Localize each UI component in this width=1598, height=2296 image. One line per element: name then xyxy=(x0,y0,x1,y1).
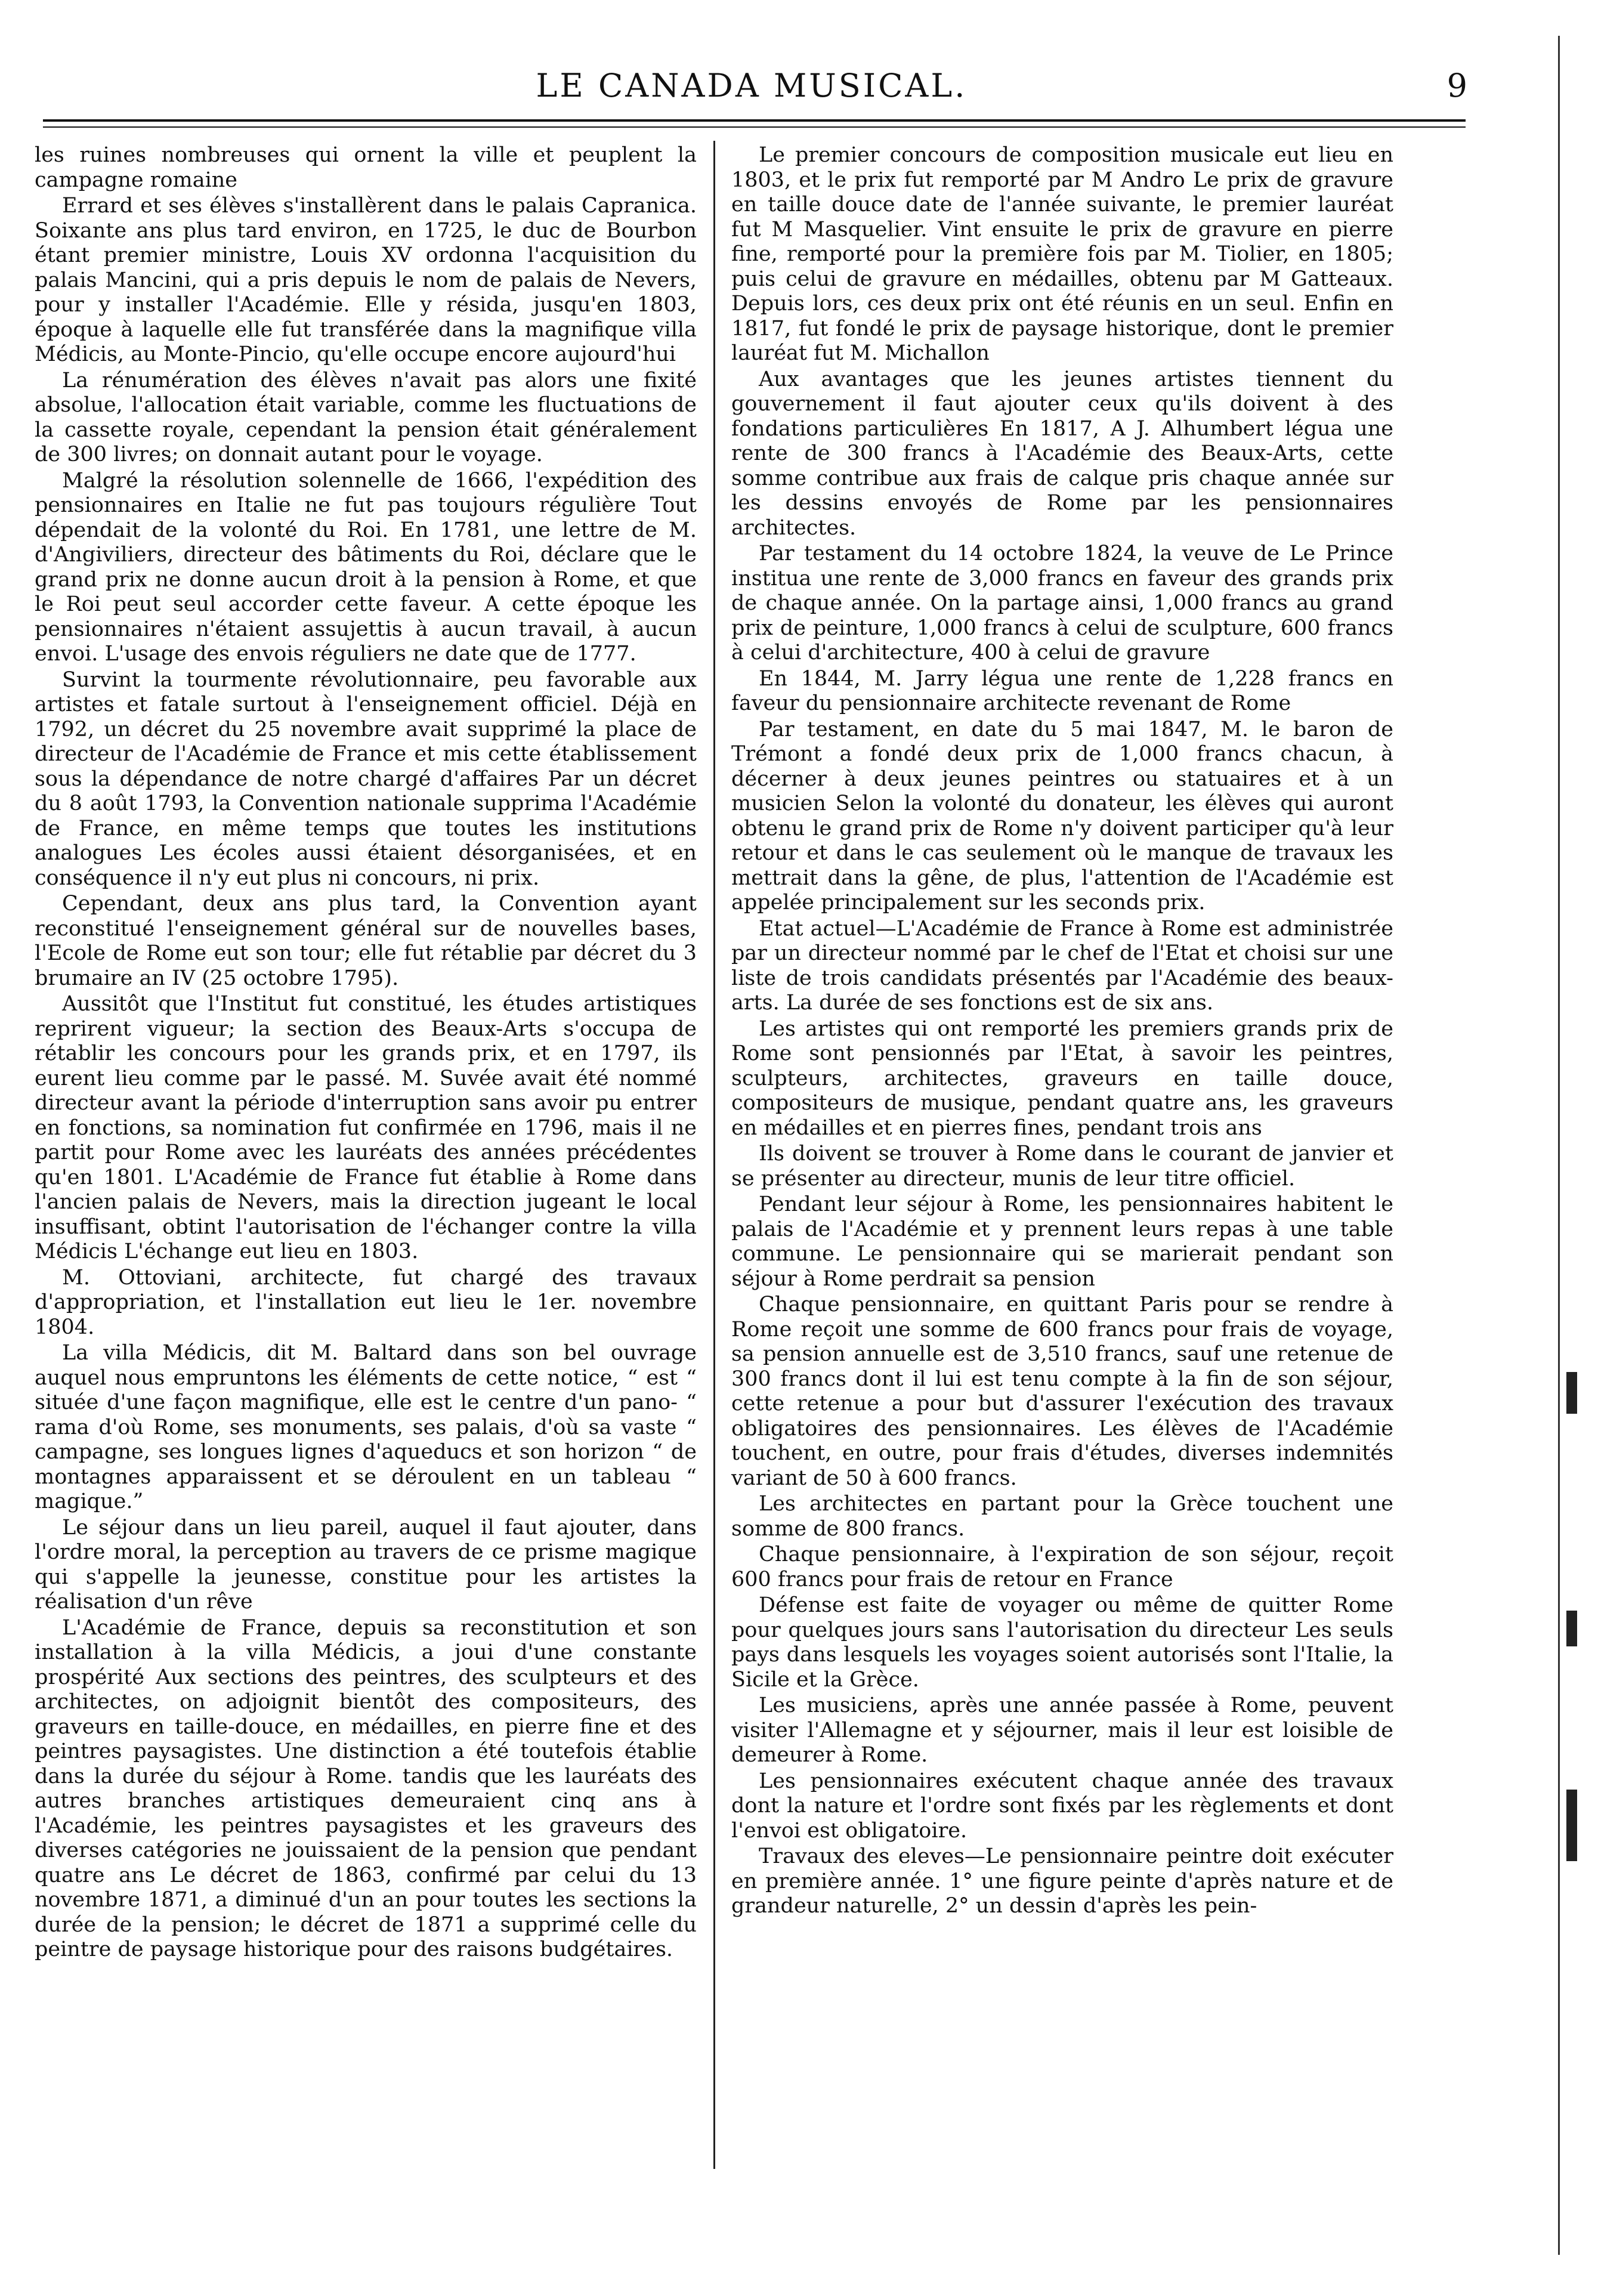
page-header xyxy=(36,67,1467,120)
paragraph: Défense est faite de voyager ou même de quitter Rome pour quelques jours sans l'autorisation du directeur Les seuls pays dans lesquels les voyages soient autorisés sont l'Italie, la Sicile et la Grèce. xyxy=(731,1593,1393,1692)
paragraph: Aux avantages que les jeunes artistes tiennent du gouvernement il faut ajouter ceux qu'ils doivent à des fondations particulières En 1817, A J. Alhumbert légua une rente de 300 francs à l'Académie des Beaux-Arts, cette somme contribue aux frais de calque pris chaque année sur les dessins envoyés de Rome par les pensionnaires architectes. xyxy=(731,367,1393,540)
paragraph: Ils doivent se trouver à Rome dans le courant de janvier et se présenter au directeur, munis de leur titre officiel. xyxy=(731,1142,1393,1191)
paragraph: Le premier concours de composition musicale eut lieu en 1803, et le prix fut remporté par M Andro Le prix de gravure en taille douce date de l'année suivante, le premier lauréat fut M Masquelier. Vint ensuite le prix de gravure en pierre fine, remporté pour la première fois par M. Tiolier, en 1805; puis celui de gravure en médailles, obtenu par M Gatteaux. Depuis lors, ces deux prix ont été réunis en un seul. Enfin en 1817, fut fondé le prix de paysage historique, dont le premier lauréat fut M. Michallon xyxy=(731,143,1393,365)
paragraph: Les artistes qui ont remporté les premiers grands prix de Rome sont pensionnés par l'Etat, à savoir les peintres, sculpteurs, architectes, graveurs en taille douce, compositeurs de musique, pendant quatre ans, les graveurs en médailles et en pierres fines, pendant trois ans xyxy=(731,1016,1393,1140)
paragraph: L'Académie de France, depuis sa reconstitution et son installation à la villa Médicis, a joui d'une constante prospérité Aux sections des peintres, des sculpteurs et des architectes, on adjoignit bientôt des compositeurs, des graveurs en taille-douce, en médailles, en pierre fine et des peintres paysagistes. Une distinction a été toutefois établie dans la durée du séjour à Rome. tandis que les lauréats des autres branches artistiques demeuraient cinq ans à l'Académie, les peintres paysagistes et les graveurs des diverses catégories ne jouissaient de la pension que pendant quatre ans Le décret de 1863, confirmé par celui du 13 novembre 1871, a diminué d'un an pour toutes les sections la durée de la pension; le décret de 1871 a supprimé celle du peintre de paysage historique pour des raisons budgétaires. xyxy=(35,1615,697,1961)
paragraph: Chaque pensionnaire, à l'expiration de son séjour, reçoit 600 francs pour frais de retour en France xyxy=(731,1543,1393,1592)
section-travaux-des-eleves: Travaux des eleves—Le pensionnaire peintre doit exécuter en première année. 1° une figure peinte d'après nature et de grandeur naturelle, 2° un dessin d'après les pein- xyxy=(731,1844,1393,1918)
paragraph: Malgré la résolution solennelle de 1666, l'expédition des pensionnaires en Italie ne fut pas toujours régulière Tout dépendait de la volonté du Roi. En 1781, une lettre de M. d'Angiviliers, directeur des bâtiments du Roi, déclare que le grand prix ne donne aucun droit à la pension à Rome, et que le Roi peut seul accorder cette faveur. A cette époque les pensionnaires n'étaient assujettis à aucun travail, à aucun envoi. L'usage des envois réguliers ne date que de 1777. xyxy=(35,468,697,666)
paragraph: Par testament du 14 octobre 1824, la veuve de Le Prince institua une rente de 3,000 francs en faveur des grands prix de chaque année. On la partage ainsi, 1,000 francs au grand prix de peinture, 1,000 francs à celui de sculpture, 600 francs à celui d'architecture, 400 à celui de gravure xyxy=(731,542,1393,665)
paragraph: M. Ottoviani, architecte, fut chargé des travaux d'appropriation, et l'installation eut lieu le 1er. novembre 1804. xyxy=(35,1265,697,1339)
paragraph: Cependant, deux ans plus tard, la Convention ayant reconstitué l'enseignement général sur de nouvelles bases, l'Ecole de Rome eut son tour; elle fut rétablie par décret du 3 brumaire an IV (25 octobre 1795). xyxy=(35,892,697,990)
paragraph: La villa Médicis, dit M. Baltard dans son bel ouvrage auquel nous empruntons les éléments de cette notice, “ est “ située d'une façon magnifique, elle est le centre d'un pano- “ rama d'où Rome, ses monuments, ses palais, d'où sa vaste “ campagne, ses longues lignes d'aqueducs et son horizon “ de montagnes apparaissent et se déroulent en un tableau “ magique.” xyxy=(35,1341,697,1513)
paragraph: Le séjour dans un lieu pareil, auquel il faut ajouter, dans l'ordre moral, la perception au travers de ce prisme magique qui s'appelle la jeunesse, constitue pour les artistes la réalisation d'un rêve xyxy=(35,1515,697,1614)
paragraph: Par testament, en date du 5 mai 1847, M. le baron de Trémont a fondé deux prix de 1,000 francs chacun, à décerner à deux jeunes peintres ou statuaires et à un musicien Selon la volonté du donateur, les élèves qui auront obtenu le grand prix de Rome n'y doivent participer qu'à leur retour et dans le cas seulement où le manque de travaux les mettrait dans la gêne, de plus, l'attention de l'Académie est appelée principalement sur les seconds prix. xyxy=(731,717,1393,914)
left-column xyxy=(35,143,697,2183)
paragraph: Les architectes en partant pour la Grèce touchent une somme de 800 francs. xyxy=(731,1492,1393,1541)
binding-mark xyxy=(1566,1611,1577,1646)
paragraph: Les pensionnaires exécutent chaque année des travaux dont la nature et l'ordre sont fixés par les règlements et dont l'envoi est obligatoire. xyxy=(731,1769,1393,1843)
paragraph: La rénumération des élèves n'avait pas alors une fixité absolue, l'allocation était variable, comme les fluctuations de la cassette royale, cependant la pension était généralement de 300 livres; on donnait autant pour le voyage. xyxy=(35,368,697,466)
paragraph: Aussitôt que l'Institut fut constitué, les études artistiques reprirent vigueur; la section des Beaux-Arts s'occupa de rétablir les concours pour les grands prix, et en 1797, ils eurent lieu comme par le passé. M. Suvée avait été nommé directeur avant la période d'interruption sans avoir pu entrer en fonctions, sa nomination fut confirmée en 1796, mais il ne partit pour Rome avec les lauréats des années précédentes qu'en 1801. L'Académie de France fut établie à Rome dans l'ancien palais de Nevers, mais la direction jugeant le local insuffisant, obtint l'autorisation de l'échanger contre la villa Médicis L'échange eut lieu en 1803. xyxy=(35,992,697,1263)
page-edge-binding xyxy=(1558,36,1566,2255)
paragraph: Les musiciens, après une année passée à Rome, peuvent visiter l'Allemagne et y séjourner, mais il leur est loisible de demeurer à Rome. xyxy=(731,1694,1393,1767)
column-divider xyxy=(713,141,715,2169)
newspaper-title: LE CANADA MUSICAL. xyxy=(536,67,968,104)
page-number: 9 xyxy=(1446,67,1467,104)
paragraph: Chaque pensionnaire, en quittant Paris pour se rendre à Rome reçoit une somme de 600 francs pour frais de voyage, sa pension annuelle est de 3,510 francs, sauf une retenue de 300 francs dont il lui est tenu compte à la fin de son séjour, cette retenue a pour but d'assurer l'exécution des travaux obligatoires des pensionnaires. Les élèves de l'Académie touchent, en outre, pour frais d'études, diverses indemnités variant de 50 à 600 francs. xyxy=(731,1293,1393,1490)
section-etat-actuel: Etat actuel—L'Académie de France à Rome est administrée par un directeur nommé par le chef de l'Etat et choisi sur une liste de trois candidats présentés par l'Académie des beaux-arts. La durée de ses fonctions est de six ans. xyxy=(731,916,1393,1015)
binding-mark xyxy=(1566,1790,1577,1861)
header-rule-thick xyxy=(43,119,1466,122)
paragraph: les ruines nombreuses qui ornent la ville et peuplent la campagne romaine xyxy=(35,143,697,192)
paragraph: Errard et ses élèves s'installèrent dans le palais Capranica. Soixante ans plus tard environ, en 1725, le duc de Bourbon étant premier ministre, Louis XV ordonna l'acquisition du palais Mancini, qui a pris depuis le nom de palais de Nevers, pour y installer l'Académie. Elle y résida, jusqu'en 1803, époque à laquelle elle fut transférée dans la magnifique villa Médicis, au Monte-Pincio, qu'elle occupe encore aujourd'hui xyxy=(35,194,697,366)
paragraph: Survint la tourmente révolutionnaire, peu favorable aux artistes et fatale surtout à l'enseignement officiel. Déjà en 1792, un décret du 25 novembre avait supprimé la place de directeur de l'Académie de France et mis cette établissement sous la dépendance de notre chargé d'affaires Par un décret du 8 août 1793, la Convention nationale supprima l'Académie de France, en même temps que toutes les institutions analogues Les écoles aussi étaient désorganisées, et en conséquence il n'y eut plus ni concours, ni prix. xyxy=(35,668,697,890)
paragraph: Pendant leur séjour à Rome, les pensionnaires habitent le palais de l'Académie et y prennent leurs repas à une table commune. Le pensionnaire qui se marierait pendant son séjour à Rome perdrait sa pension xyxy=(731,1192,1393,1291)
header-rule-thin xyxy=(43,126,1466,128)
binding-mark xyxy=(1566,1372,1577,1414)
right-column xyxy=(731,143,1393,2183)
paragraph: En 1844, M. Jarry légua une rente de 1,228 francs en faveur du pensionnaire architecte revenant de Rome xyxy=(731,666,1393,715)
